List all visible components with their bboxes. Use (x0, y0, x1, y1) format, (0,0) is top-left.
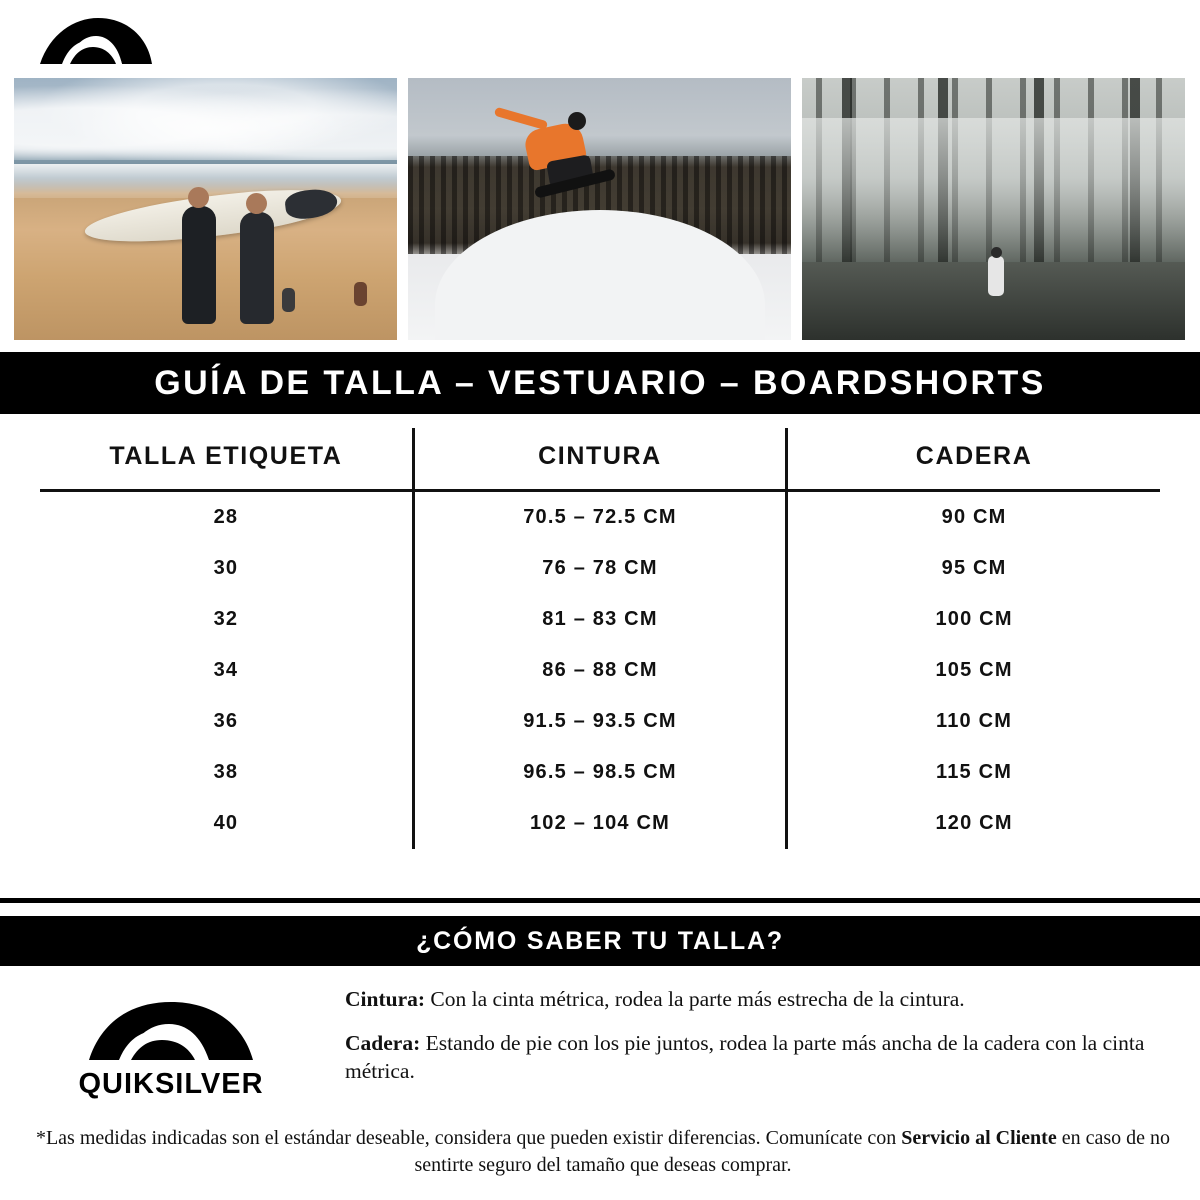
cell-cintura: 81 – 83 CM (413, 594, 786, 645)
photo-surfers (14, 78, 397, 340)
cell-talla: 32 (213, 608, 239, 630)
column-header-talla: TALLA ETIQUETA (109, 442, 343, 470)
cell-cadera: 120 CM (935, 812, 1013, 834)
rider-head (568, 112, 586, 130)
cell-cintura: 70.5 – 72.5 CM (413, 491, 786, 544)
cell-cadera: 90 CM (941, 506, 1007, 528)
title-band (0, 352, 1200, 414)
photo-forest (802, 78, 1185, 340)
note-cadera-label: Cadera: (345, 1030, 421, 1055)
cell-cintura: 96.5 – 98.5 CM (413, 747, 786, 798)
cell-talla: 40 (213, 812, 239, 834)
note-cintura-text: Con la cinta métrica, rodea la parte más estrecha de la cintura. (425, 987, 965, 1011)
cell-talla: 38 (213, 761, 239, 783)
size-table-wrapper (40, 428, 1160, 849)
note-cintura (345, 986, 1165, 1014)
surfer-figure (182, 206, 216, 324)
photo-strip (14, 78, 1186, 340)
note-cadera-text: Estando de pie con los pie juntos, rodea la parte más ancha de la cadera con la cinta métrica. (345, 1030, 1145, 1083)
table-row (40, 747, 1160, 798)
howto-heading: ¿CÓMO SABER TU TALLA? (416, 926, 784, 955)
note-cadera (345, 1030, 1165, 1086)
background-person (354, 282, 367, 306)
cell-cadera: 110 CM (936, 710, 1013, 732)
cell-cadera: 95 CM (941, 557, 1007, 579)
table-row (40, 491, 1160, 544)
cell-talla: 28 (213, 506, 239, 528)
cell-cintura: 86 – 88 CM (413, 645, 786, 696)
note-cintura-label: Cintura: (345, 987, 426, 1011)
section-divider (0, 898, 1200, 903)
table-row (40, 594, 1160, 645)
surfer-head (246, 193, 267, 214)
cell-talla: 36 (213, 710, 239, 732)
size-table (40, 428, 1160, 849)
table-row (40, 696, 1160, 747)
table-row (40, 645, 1160, 696)
sky-clouds (14, 78, 397, 160)
howto-band (0, 916, 1200, 966)
walking-person-head (991, 247, 1002, 258)
surfer-figure (240, 212, 274, 324)
table-row (40, 798, 1160, 849)
footnote-highlight: Servicio al Cliente (901, 1127, 1057, 1149)
quiksilver-wordmark: QUIKSILVER (78, 1068, 264, 1100)
footnote-part-2: en caso de no sentirte seguro del tamaño que deseas comprar. (414, 1127, 1171, 1176)
page-title: GUÍA DE TALLA – VESTUARIO – BOARDSHORTS (154, 363, 1046, 402)
cell-cintura: 91.5 – 93.5 CM (413, 696, 786, 747)
cell-cintura: 102 – 104 CM (413, 798, 786, 849)
quiksilver-logo-bottom (52, 1000, 290, 1108)
howto-notes (345, 986, 1165, 1102)
surfer-head (188, 187, 209, 208)
quiksilver-logo-top (36, 14, 156, 72)
walking-person (988, 256, 1004, 296)
background-person (282, 288, 295, 312)
cell-cadera: 115 CM (936, 761, 1013, 783)
table-header-row (40, 428, 1160, 491)
column-header-cadera: CADERA (915, 442, 1033, 470)
cell-cadera: 105 CM (935, 659, 1013, 681)
cell-talla: 34 (213, 659, 239, 681)
rider-arm (494, 107, 548, 131)
table-row (40, 543, 1160, 594)
fog-layer (802, 118, 1185, 268)
footnote (28, 1125, 1178, 1179)
column-header-cintura: CINTURA (413, 428, 786, 491)
cell-cadera: 100 CM (935, 608, 1013, 630)
footnote-part-1: *Las medidas indicadas son el estándar deseable, considera que pueden existir diferencias. Comunícate con (35, 1127, 902, 1149)
cell-cintura: 76 – 78 CM (413, 543, 786, 594)
cell-talla: 30 (213, 557, 239, 579)
photo-snowboarder (408, 78, 791, 340)
quiksilver-mountain-icon (85, 1000, 257, 1066)
